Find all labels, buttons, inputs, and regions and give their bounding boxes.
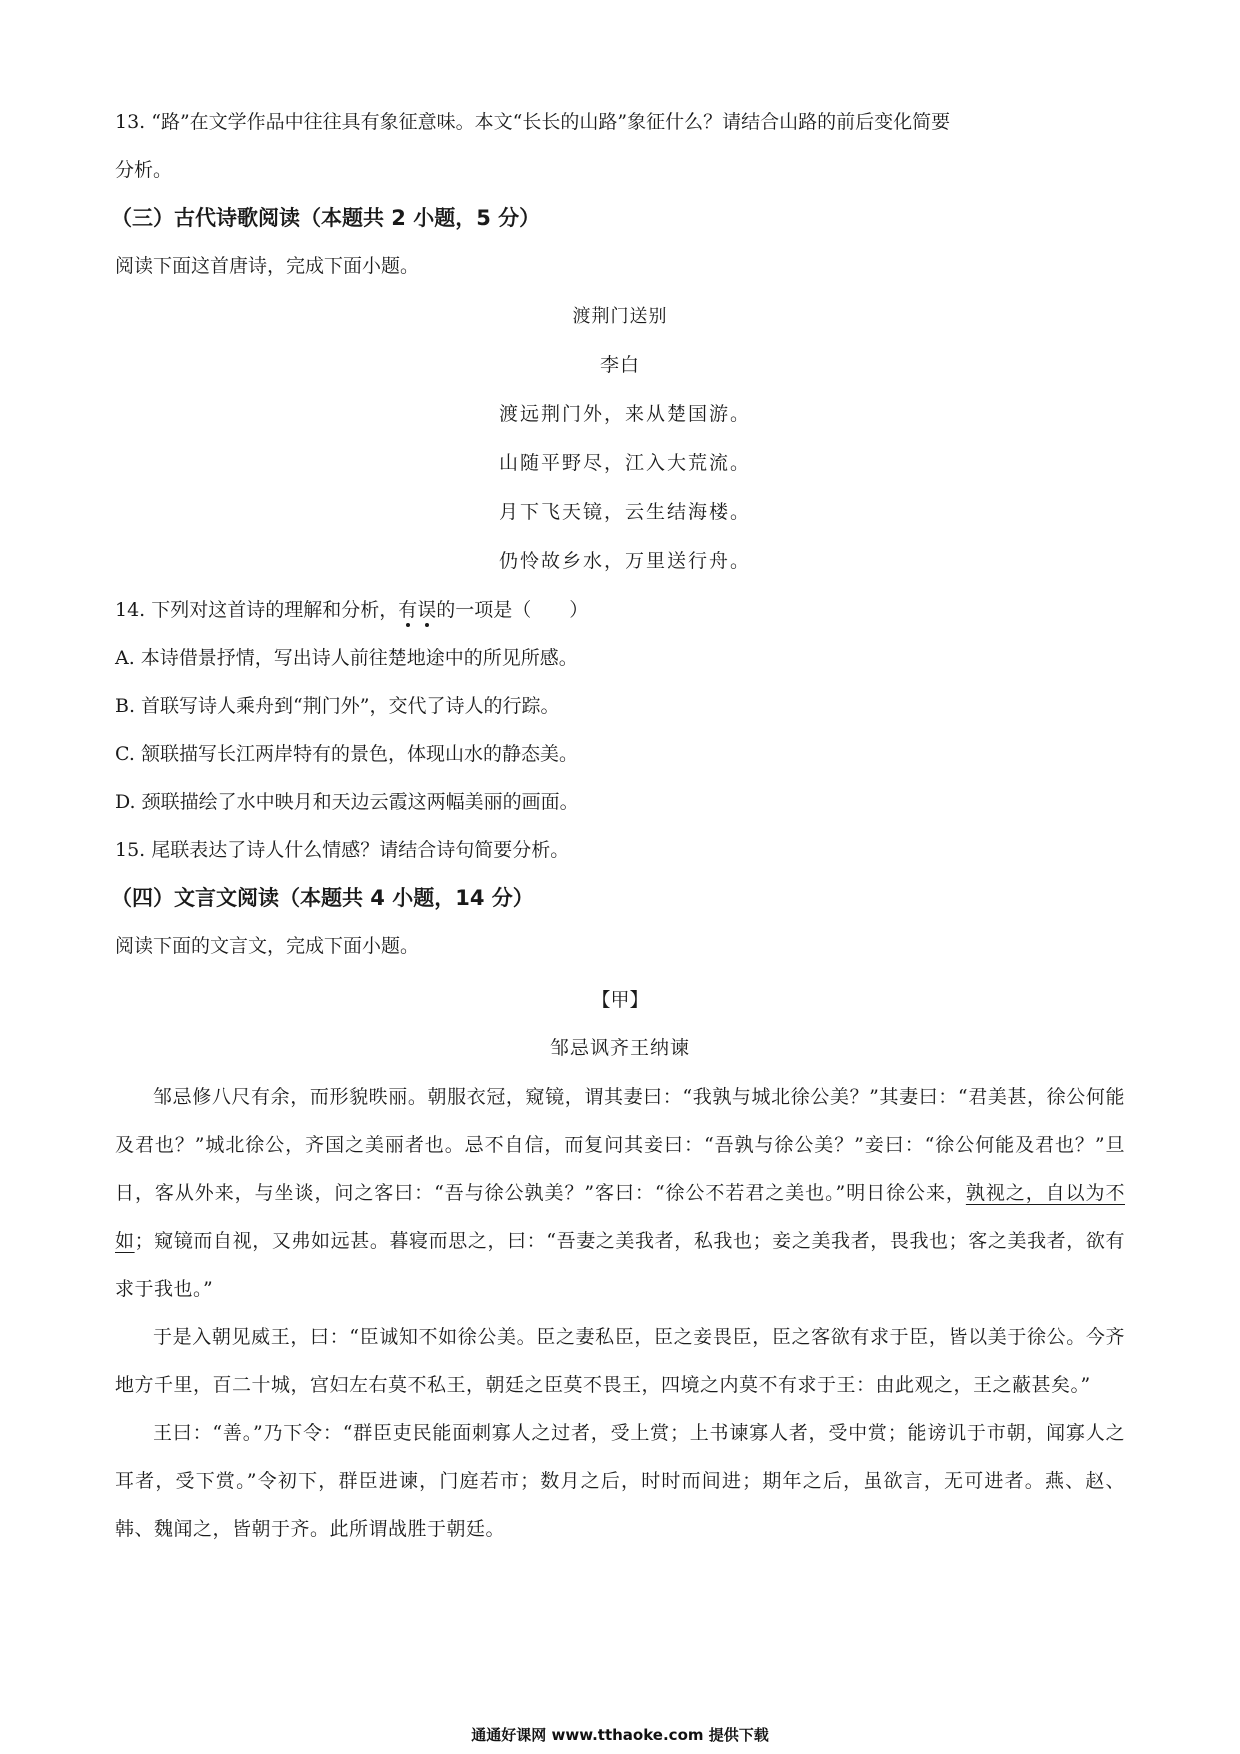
question-13-line2: 分析。: [115, 159, 173, 181]
paragraph-1-part-b: ；窥镜而自视，又弗如远甚。暮寝而思之，曰：“吾妻之美我者，私我也；妾之美我者，畏我也；客之美我者，欲有求于我也。”: [115, 1230, 1125, 1300]
underlined-sentence: 孰视之，自以为不如: [115, 1182, 1125, 1252]
emphasis-dot-char: 有: [398, 599, 418, 621]
passage-paragraph-3: 王曰：“善。”乃下令：“群臣吏民能面刺寡人之过者，受上赏；上书谏寡人者，受中赏；能谤讥于市朝，闻寡人之耳者，受下赏。”令初下，群臣进谏，门庭若市；数月之后，时时而间进；期年之后，虽欲言，无可进者。燕、赵、韩、魏闻之，皆朝于齐。此所谓战胜于朝廷。: [115, 1422, 1125, 1540]
passage-paragraph-1: [115, 1073, 1125, 1313]
question-15: 15. 尾联表达了诗人什么情感？请结合诗句简要分析。: [115, 839, 570, 861]
poem-line: 山随平野尽，江入大荒流。: [498, 452, 751, 474]
option-b: B. 首联写诗人乘舟到“荆门外”，交代了诗人的行踪。: [115, 695, 560, 717]
section-4-heading: （四）文言文阅读（本题共 4 小题，14 分）: [111, 886, 534, 910]
paragraph-1-part-a: 邹忌修八尺有余，而形貌昳丽。朝服衣冠，窥镜，谓其妻曰：“我孰与城北徐公美？”其妻曰：“君美甚，徐公何能及君也？”城北徐公，齐国之美丽者也。忌不自信，而复问其妾曰：“吾孰与徐公美？”妾曰：“徐公何能及君也？”旦日，客从外来，与坐谈，问之客曰：“吾与徐公孰美？”客曰：“徐公不若君之美也。”明日徐公来，: [115, 1086, 1125, 1204]
question-14-stem: [115, 586, 1125, 634]
page-footer: 通通好课网 www.tthaoke.com 提供下载: [471, 1726, 769, 1744]
passage-label: 【甲】: [591, 989, 649, 1011]
emphasis-dot-char: 误: [417, 599, 437, 621]
poem-author: 李白: [599, 354, 640, 376]
passage-title: 邹忌讽齐王纳谏: [549, 1037, 690, 1059]
page-content: [111, 98, 1125, 1553]
question-13-line1: 13. “路”在文学作品中往往具有象征意味。本文“长长的山路”象征什么？请结合山路的前后变化简要: [115, 111, 951, 133]
section-3-intro: 阅读下面这首唐诗，完成下面小题。: [115, 255, 420, 277]
option-c: C. 颔联描写长江两岸特有的景色，体现山水的静态美。: [115, 743, 578, 765]
passage-paragraph-2: 于是入朝见威王，曰：“臣诚知不如徐公美。臣之妻私臣，臣之妾畏臣，臣之客欲有求于臣，皆以美于徐公。今齐地方千里，百二十城，宫妇左右莫不私王，朝廷之臣莫不畏王，四境之内莫不有求于王：由此观之，王之蔽甚矣。”: [115, 1326, 1125, 1396]
poem-line: 渡远荆门外，来从楚国游。: [498, 403, 751, 425]
poem-title: 渡荆门送别: [572, 306, 668, 327]
question-14-stem-pre: 14. 下列对这首诗的理解和分析，: [115, 599, 399, 621]
poem-line: 仍怜故乡水，万里送行舟。: [498, 550, 751, 572]
question-14-stem-post: 的一项是（ ）: [436, 599, 589, 621]
section-4-intro: 阅读下面的文言文，完成下面小题。: [115, 935, 420, 957]
poem-line: 月下飞天镜，云生结海楼。: [498, 501, 751, 523]
section-3-heading: （三）古代诗歌阅读（本题共 2 小题，5 分）: [111, 206, 541, 230]
option-d: D. 颈联描绘了水中映月和天边云霞这两幅美丽的画面。: [115, 791, 579, 813]
option-a: A. 本诗借景抒情，写出诗人前往楚地途中的所见所感。: [115, 647, 578, 669]
